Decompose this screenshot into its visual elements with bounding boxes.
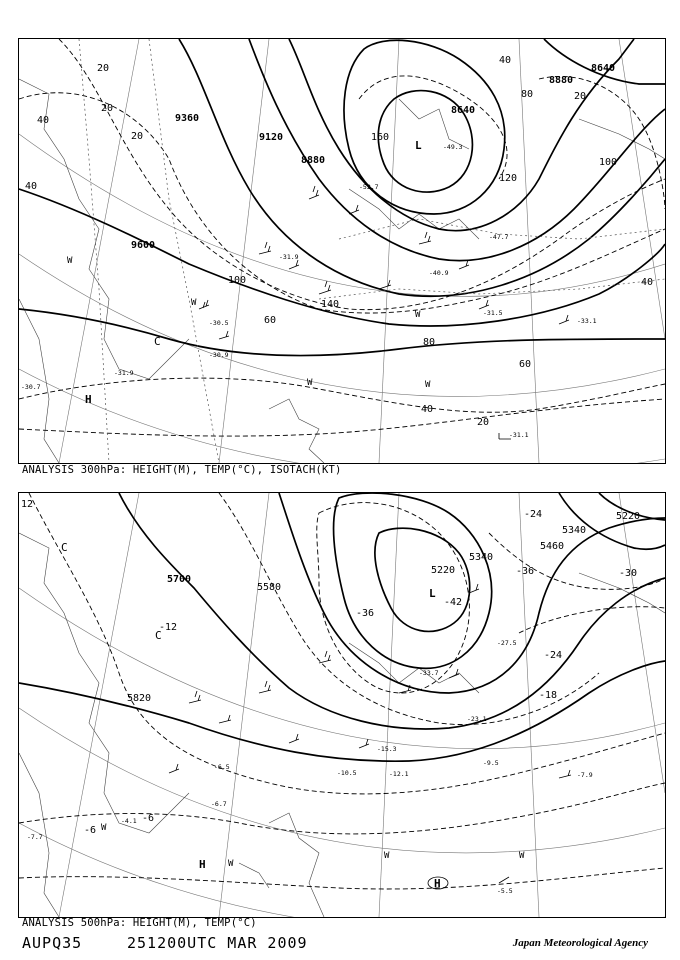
isotach-label: 40 <box>641 277 654 288</box>
height-label: 9600 <box>131 240 156 251</box>
isotach-label: 20 <box>97 63 110 74</box>
agency-name: Japan Meteorological Agency <box>512 937 648 949</box>
high-pressure-label: H <box>85 393 92 406</box>
temperature-label: -12 <box>159 622 178 633</box>
warm-center-label: W <box>101 823 107 833</box>
isotach-label: 20 <box>574 91 587 102</box>
station-temp: -31.5 <box>483 309 503 317</box>
low-pressure-label: L <box>415 139 422 152</box>
height-label: 5220 <box>431 565 456 576</box>
isotach-label: 60 <box>264 315 277 326</box>
temperature-label: 12 <box>21 499 34 510</box>
station-temp: -7.9 <box>577 771 593 779</box>
warm-center-label: W <box>519 851 525 861</box>
isotach-label: 20 <box>101 103 114 114</box>
station-temp: -5.5 <box>497 887 513 895</box>
chart-500hpa <box>18 492 666 918</box>
station-temp: -31.9 <box>279 253 299 261</box>
isotach-label: 20 <box>131 131 144 142</box>
station-temp: -33.1 <box>577 317 597 325</box>
warm-center-label: W <box>307 378 313 388</box>
height-label: 8880 <box>301 155 326 166</box>
isotherms <box>79 39 665 463</box>
warm-center-label: W <box>67 256 73 266</box>
chart-300hpa-caption: ANALYSIS 300hPa: HEIGHT(M), TEMP(°C), ISOTACH(KT) <box>22 464 342 476</box>
warm-center-label: W <box>384 851 390 861</box>
graticule <box>19 39 665 463</box>
cold-center-label: C <box>61 541 68 554</box>
product-code: AUPQ35 <box>22 934 83 952</box>
station-temp: -27.5 <box>497 639 517 647</box>
system-label-group <box>61 541 525 890</box>
station-temp: -47.7 <box>489 233 509 241</box>
isotach-label: 80 <box>423 337 436 348</box>
isotach-label: 100 <box>228 275 247 286</box>
warm-center-label: W <box>425 380 431 390</box>
isotach-label: 120 <box>499 173 518 184</box>
warm-center-label: W <box>415 310 421 320</box>
height-label: 5340 <box>469 552 494 563</box>
height-label: 5700 <box>167 574 192 585</box>
station-temp: -23.1 <box>467 715 487 723</box>
station-temp: -6.7 <box>211 800 227 808</box>
station-temp: -30.9 <box>209 351 229 359</box>
temperature-label: -6 <box>84 825 97 836</box>
isotach-label: 40 <box>421 404 434 415</box>
high-pressure-label: H <box>434 877 441 890</box>
station-temp: -15.3 <box>377 745 397 753</box>
isotach-label: 100 <box>599 157 618 168</box>
isotherm-lines <box>19 493 665 889</box>
station-temp: -9.5 <box>483 759 499 767</box>
temperature-label: -36 <box>356 608 375 619</box>
temperature-label: -24 <box>524 509 543 520</box>
height-label: 5340 <box>562 525 587 536</box>
station-temp: -12.1 <box>389 770 409 778</box>
station-temp: -49.3 <box>443 143 463 151</box>
station-temp: -31.9 <box>114 369 134 377</box>
height-label: 8640 <box>591 63 616 74</box>
station-temp-group <box>27 639 593 895</box>
height-label: 9360 <box>175 113 200 124</box>
station-temp: -4.1 <box>121 817 137 825</box>
temperature-label: -36 <box>516 566 535 577</box>
station-temp: -33.7 <box>419 669 439 677</box>
station-temp: -30.7 <box>21 383 41 391</box>
isotach-label: 40 <box>499 55 512 66</box>
isotach-label: 60 <box>519 359 532 370</box>
warm-center-label: W <box>191 298 197 308</box>
station-temp: -52.7 <box>359 183 379 191</box>
height-label: 9120 <box>259 132 284 143</box>
warm-center-label: W <box>228 859 234 869</box>
cold-center-label: C <box>155 629 162 642</box>
temperature-label: -6 <box>142 813 155 824</box>
station-temp: -7.7 <box>27 833 43 841</box>
temperature-label: -18 <box>539 690 558 701</box>
isotach-label: 140 <box>321 299 340 310</box>
station-temp: -10.5 <box>337 769 357 777</box>
temperature-label: -24 <box>544 650 563 661</box>
height-label: 8880 <box>549 75 574 86</box>
isotach-label: 20 <box>477 417 490 428</box>
low-pressure-label: L <box>429 587 436 600</box>
height-label: 8640 <box>451 105 476 116</box>
chart-500hpa-map <box>19 493 665 917</box>
station-temp: -30.5 <box>209 319 229 327</box>
height-label: 5460 <box>540 541 565 552</box>
valid-time: 251200UTC MAR 2009 <box>127 934 308 952</box>
isotach-label: 40 <box>25 181 38 192</box>
height-label: 5580 <box>257 582 282 593</box>
station-temp: -6.5 <box>214 763 230 771</box>
high-pressure-label: H <box>199 858 206 871</box>
cold-center-label: C <box>154 335 161 348</box>
isotach-label: 40 <box>37 115 50 126</box>
temperature-label: -42 <box>444 597 463 608</box>
chart-300hpa-map <box>19 39 665 463</box>
station-temp: -40.9 <box>429 269 449 277</box>
height-label: 5820 <box>127 693 152 704</box>
isotach-label: 80 <box>521 89 534 100</box>
chart-500hpa-caption: ANALYSIS 500hPa: HEIGHT(M), TEMP(°C) <box>22 917 257 929</box>
temperature-label: -30 <box>619 568 638 579</box>
height-label: 5220 <box>616 511 641 522</box>
station-temp: -31.1 <box>509 431 529 439</box>
isotach-label: 160 <box>371 132 390 143</box>
chart-300hpa <box>18 38 666 464</box>
graticule <box>19 493 665 917</box>
